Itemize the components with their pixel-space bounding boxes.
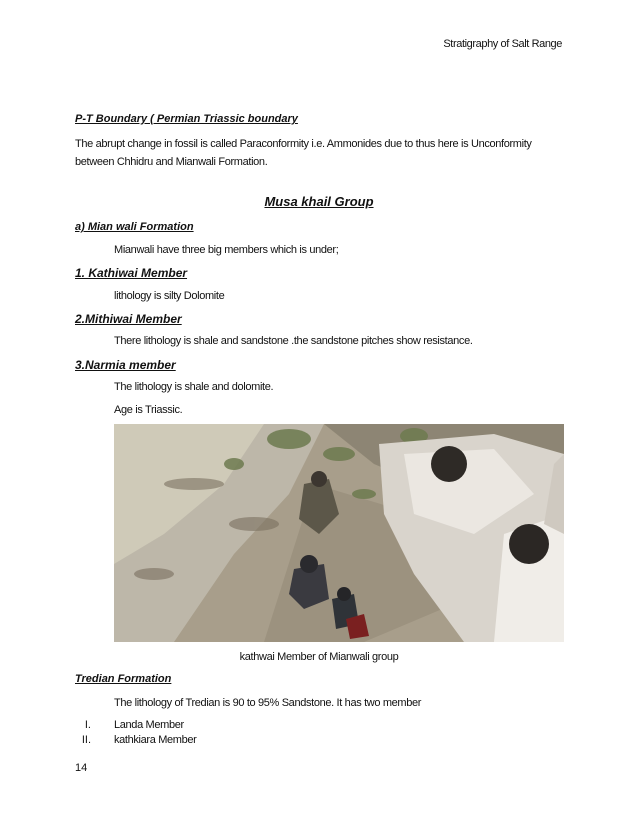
mithiwai-lithology: There lithology is shale and sandstone .the sandstone pitches show resistance. (114, 335, 473, 347)
photo-caption: kathwai Member of Mianwali group (239, 651, 399, 663)
narmia-age: Age is Triassic. (114, 404, 183, 416)
mithiwai-member-heading: 2.Mithiwai Member (75, 312, 182, 326)
pt-boundary-paragraph: The abrupt change in fossil is called Paraconformity i.e. Ammonides due to thus here is Unconformity between Chhidru and Mianwali Formation. (75, 138, 532, 168)
musa-khail-group-title: Musa khail Group (264, 194, 374, 209)
narmia-lithology: The lithology is shale and dolomite. (114, 381, 274, 393)
mianwali-intro: Mianwali have three big members which is under; (114, 244, 339, 256)
list-number: II. (81, 734, 91, 746)
tredian-formation-heading: Tredian Formation (75, 673, 172, 685)
running-header: Stratigraphy of Salt Range (443, 38, 562, 50)
pt-boundary-heading: P-T Boundary ( Permian Triassic boundary (75, 113, 298, 125)
field-photo-illustration (114, 424, 564, 642)
narmia-member-heading: 3.Narmia member (75, 358, 176, 372)
list-item-kathkiara: kathkiara Member (114, 734, 197, 746)
page-number: 14 (75, 762, 88, 774)
list-number: I. (84, 719, 91, 731)
field-photo (114, 424, 564, 642)
list-item-landa: Landa Member (114, 719, 184, 731)
kathiwai-member-heading: 1. Kathiwai Member (75, 266, 188, 280)
tredian-intro: The lithology of Tredian is 90 to 95% Sandstone. It has two member (114, 697, 422, 709)
mianwali-formation-heading: a) Mian wali Formation (75, 221, 194, 233)
kathiwai-lithology: lithology is silty Dolomite (114, 290, 225, 302)
